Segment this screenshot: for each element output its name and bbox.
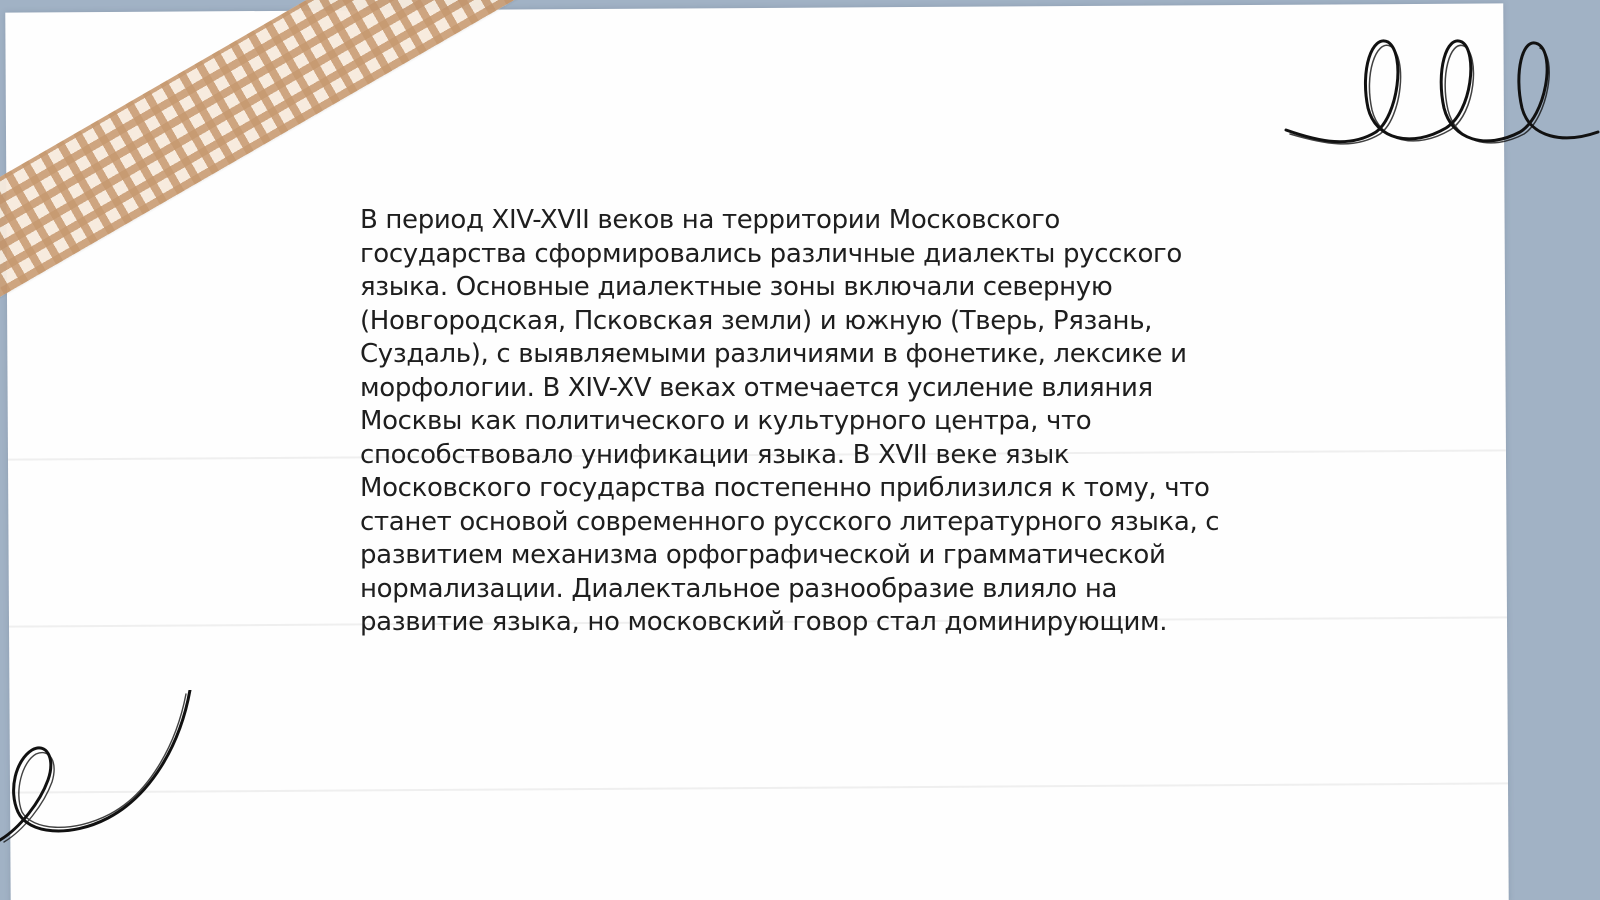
loop-squiggle-icon <box>1280 20 1600 170</box>
slide-body-text: В период XIV-XVII веков на территории Московского государства сформировались различные диалекты русского языка. Основные диалектные зоны включали северную (Новгородская, Псковская земли) и южную (Тверь, Рязань, Суздаль), с выявляемыми различиями в фонетике, лексике и морфологии. В XIV-XV веках отмечается усиление влияния Москвы как политического и культурного центра, что способствовало унификации языка. В XVII веке язык Московского государства постепенно приблизился к тому, что станет основой современного русского литературного языка, с развитием механизма орфографической и грамматической нормализации. Диалектальное разнообразие влияло на развитие языка, но московский говор стал доминирующим. <box>360 205 1220 637</box>
swirl-squiggle-icon <box>0 690 210 850</box>
paper-rule-line <box>10 782 1508 793</box>
